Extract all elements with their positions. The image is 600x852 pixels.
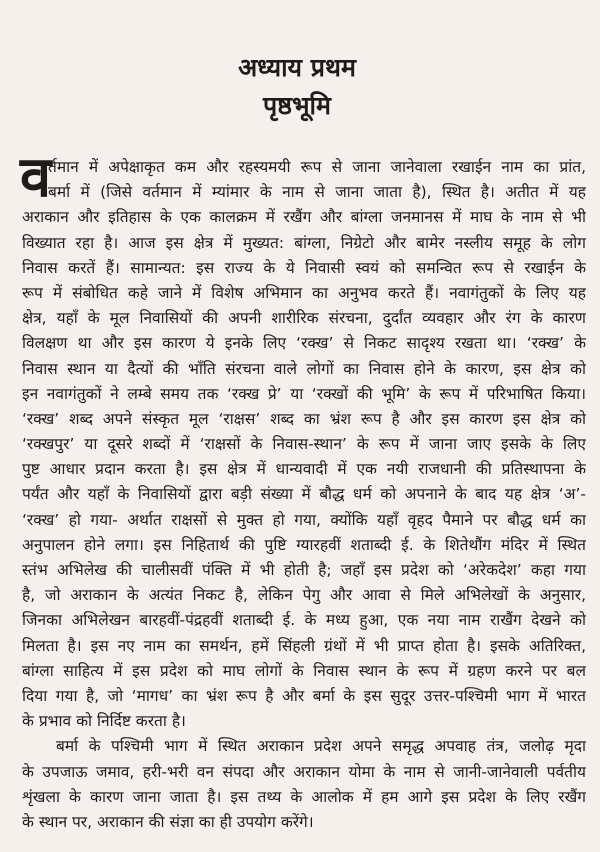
paragraph-2-line: बर्मा के पश्चिमी भाग में स्थित अराकान प्रदेश अपने समृद्ध अपवाह तंत्र, जलोढ़ मृदा: [56, 737, 586, 756]
paragraph-1-line: स्तंभ अभिलेख की चालीसवीं पंक्ति में भी होती है; जहाँ इस प्रदेश को ‘अरेकदेश’ कहा गया: [22, 561, 586, 579]
paragraph-1-line: पुष्ट आधार प्रदान करता है। इस क्षेत्र में धान्यवादी में एक नयी राजधानी की प्रतिस्थापना के: [22, 460, 586, 479]
paragraph-1-line: बांग्ला साहित्य में इस प्रदेश को माघ लोगों के निवास स्थान के रूप में ग्रहण करने पर बल: [22, 661, 586, 680]
paragraph-1-line: दिया गया है, जो ‘मागध’ का भ्रंश रूप है और बर्मा के इस सुदूर उत्तर-पश्चिमी भाग में भारत: [22, 686, 586, 705]
paragraph-1-line: के प्रभाव को निर्दिष्ट करता है।: [22, 712, 186, 731]
paragraph-1-line: ‘रक्ख’ शब्द अपने संस्कृत मूल ‘राक्षस’ शब्द का भ्रंश रूप है और इस कारण इस क्षेत्र को: [22, 409, 586, 428]
paragraph-1-line: रूप में संबोधित कहे जाने में विशेष अभिमान का अनुभव करते हैं। नवागंतुकों के लिए यह: [22, 283, 586, 302]
drop-cap: व: [20, 145, 52, 210]
paragraph-2-line: के उपजाऊ जमाव, हरी-भरी वन संपदा और अराकान योमा के नाम से जानी-जानेवाली पर्वतीय: [22, 762, 586, 781]
paragraph-1-line: इन नवागंतुकों ने लम्बे समय तक ‘रक्ख प्रे’ या ‘रक्खों की भूमि’ के रूप में परिभाषित किया।: [22, 384, 586, 403]
paragraph-1-line: क्षेत्र, यहाँ के मूल निवासियों की अपनी शारीरिक संरचना, दुर्दांत व्यवहार और रंग के कारण: [22, 309, 586, 328]
paragraph-1-line: बर्मा में (जिसे वर्तमान में म्यांमार के नाम से जाना जाता है), स्थित है। अतीत में यह: [48, 183, 586, 202]
chapter-title: अध्याय प्रथम: [238, 53, 356, 82]
paragraph-1-line: निवास करतें हैं। सामान्यत: इस राज्य के ये निवासी स्वयं को समन्वित रूप से रखाईन के: [22, 258, 586, 277]
paragraph-1-line: निवास स्थान या दैत्यों की भाँति संरचना वाले लोगों का निवास होने के कारण, इस क्षेत्र को: [22, 359, 586, 378]
paragraph-1-line: मिलता है। इस नए नाम का समर्थन, हमें सिंहली ग्रंथों में भी प्राप्त होता है। इसके अतिरिक्त,: [22, 636, 586, 655]
paragraph-1-line: अनुपालन होने लगा। इस निहितार्थ की पुष्टि ग्यारहवीं शताब्दी ई. के शितेथौंग मंदिर में स्थित: [22, 535, 586, 554]
paragraph-1-line: ‘रक्खपुर’ या दूसरे शब्दों में ‘राक्षसों के निवास-स्थान’ के रूप में जाना जाए इसके के लिए: [22, 435, 586, 454]
paragraph-2-line: के स्थान पर, अराकान की संज्ञा का ही उपयोग करेंगे।: [22, 812, 314, 831]
body-text: [22, 155, 586, 835]
paragraph-2-line: शृंखला के कारण जाना जाता है। इस तथ्य के आलोक में हम आगे इस प्रदेश के लिए रखैंग: [22, 787, 586, 806]
paragraph-1-line: र्तमान में अपेक्षाकृत कम और रहस्यमयी रूप से जाना जानेवाला रखाईन नाम का प्रांत,: [48, 158, 586, 176]
paragraph-1-line: विलक्षण था और इस कारण ये इनके लिए ‘रक्ख’ से निकट सादृश्य रखता था। ‘रक्ख’ के: [22, 334, 586, 353]
chapter-subtitle: पृष्ठभूमि: [263, 91, 331, 120]
paragraph-1-line: ‘रक्ख’ हो गया- अर्थात राक्षसों से मुक्त हो गया, क्योंकि यहाँ वृहद पैमाने पर बौद्ध धर्म का: [22, 510, 586, 529]
paragraph-1-line: अराकान और इतिहास के एक कालक्रम में रखैंग और बांग्ला जनमानस में माघ के नाम से भी: [22, 208, 586, 227]
paragraph-1-line: पर्यंत और यहाँ के निवासियों द्वारा बड़ी संख्या में बौद्ध धर्म को अपनाने के बाद यह क्षेत्र ‘अ’-: [22, 485, 586, 504]
paragraph-1-line: जिनका अभिलेखन बारहवीं-पंद्रहवीं शताब्दी ई. के मध्य हुआ, एक नया नाम राखैंग देखने को: [22, 611, 586, 630]
paragraph-1-line: विख्यात रहा है। आज इस क्षेत्र में मुख्यत: बांग्ला, निग्रेटो और बामेर नस्लीय समूह के लोग: [22, 233, 586, 252]
paragraph-1-line: है, जो अराकान के अत्यंत निकट है, लेकिन पेगु और आवा से मिले अभिलेखों के अनुसार,: [22, 586, 586, 605]
